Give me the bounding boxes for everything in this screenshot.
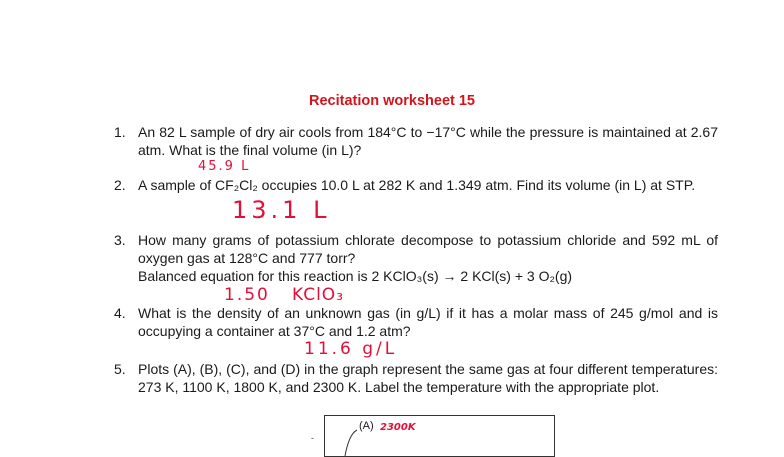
question-text: How many grams of potassium chlorate decompose to potassium chloride and 592 mL of oxygen gas at 128°C and 777 torr? (138, 232, 718, 266)
handwritten-answer-3-value: 1.50 (224, 285, 270, 305)
question-3 (114, 231, 718, 285)
question-number: 3. (114, 232, 126, 248)
question-number: 1. (114, 124, 126, 140)
handwritten-answer-2: 13.1 L (232, 196, 331, 224)
worksheet-title: Recitation worksheet 15 (309, 93, 475, 109)
graph-plot-label: (A) (359, 420, 374, 432)
question-text: What is the density of an unknown gas (in g/L) if it has a molar mass of 245 g/mol and is occupying a container at 37°C and 1.2 atm? (138, 305, 718, 339)
question-number: 2. (114, 177, 126, 193)
balanced-equation: Balanced equation for this reaction is 2 KClO₃(s) → 2 KCl(s) + 3 O₂(g) (138, 268, 573, 284)
question-4 (114, 304, 718, 340)
handwritten-answer-4: 11.6 g/L (304, 339, 398, 359)
question-text: An 82 L sample of dry air cools from 184°C to −17°C while the pressure is maintained at 2.67 atm. What is the final volume (in L)? (138, 124, 718, 158)
handwritten-answer-1: 45.9 L (198, 159, 251, 174)
question-number: 5. (114, 361, 126, 377)
question-text: A sample of CF₂Cl₂ occupies 10.0 L at 282 K and 1.349 atm. Find its volume (in L) at STP. (138, 177, 696, 193)
handwritten-graph-label: 2300K (380, 422, 416, 433)
question-text: Plots (A), (B), (C), and (D) in the graph represent the same gas at four different temperatures: 273 K, 1100 K, 1800 K, and 2300 K. Label the temperature with the appropriate plot. (138, 361, 718, 395)
question-5 (114, 360, 718, 396)
handwritten-answer-3-formula: KClO₃ (292, 285, 345, 305)
question-2 (114, 176, 718, 194)
question-number: 4. (114, 305, 126, 321)
question-1 (114, 123, 718, 159)
graph-axis-tick: - (311, 433, 314, 443)
